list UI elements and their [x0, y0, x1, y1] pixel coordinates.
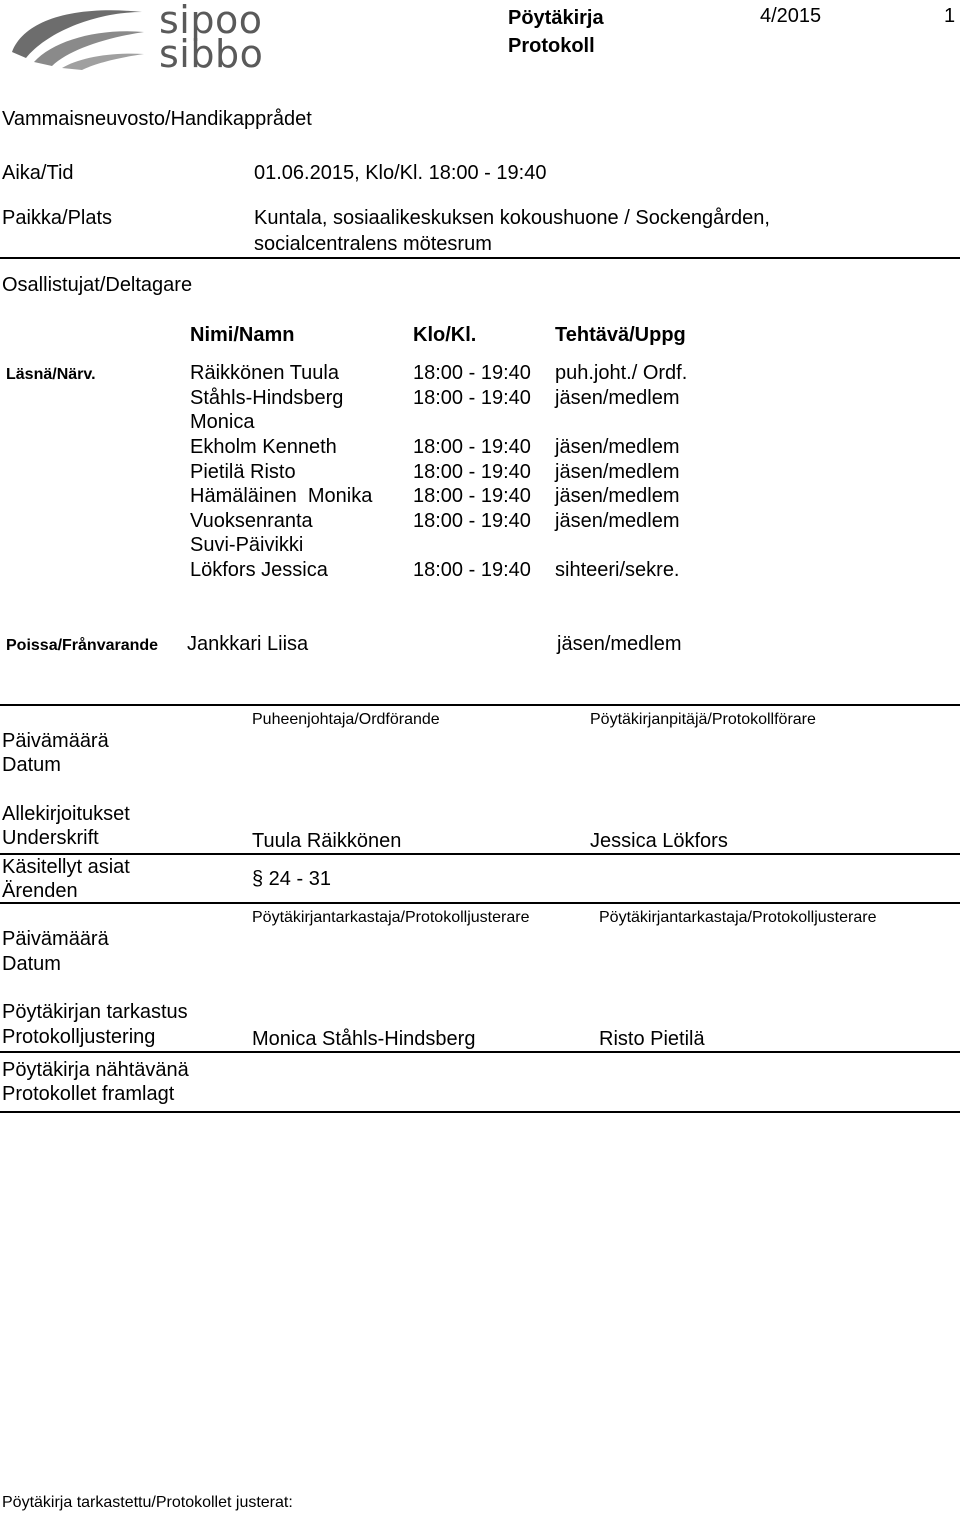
signatures-label-sv: Underskrift [2, 827, 99, 849]
place-line-2: socialcentralens mötesrum [254, 233, 492, 255]
participant-time: 18:00 - 19:40 [413, 362, 531, 384]
participant-time: 18:00 - 19:40 [413, 510, 531, 532]
col-name-header: Nimi/Namn [190, 324, 295, 346]
chair-label: Puheenjohtaja/Ordförande [252, 711, 440, 728]
check-label-fi: Pöytäkirjan tarkastus [2, 1001, 188, 1023]
divider [0, 853, 960, 855]
participant-name: Ekholm Kenneth [190, 436, 337, 458]
place-label: Paikka/Plats [2, 207, 113, 229]
participant-name-cont: Suvi-Päivikki [190, 534, 304, 556]
participant-role: jäsen/medlem [555, 461, 680, 483]
checker2-label: Pöytäkirjantarkastaja/Protokolljusterare [599, 909, 877, 926]
col-role-header: Tehtävä/Uppg [555, 324, 686, 346]
sipoo-logo-icon [4, 0, 149, 72]
participant-time: 18:00 - 19:40 [413, 387, 531, 409]
check-label-sv: Protokolljustering [2, 1026, 156, 1048]
participant-role: jäsen/medlem [555, 436, 680, 458]
participant-role: puh.joht./ Ordf. [555, 362, 688, 384]
date-label-sv: Datum [2, 754, 61, 776]
doc-type-sv: Protokoll [508, 35, 595, 57]
participant-name: Ståhls-Hindsberg [190, 387, 344, 409]
participants-label: Osallistujat/Deltagare [2, 274, 193, 296]
participant-name-cont: Monica [190, 411, 255, 433]
participant-time: 18:00 - 19:40 [413, 436, 531, 458]
divider [0, 704, 960, 706]
participant-name: Räikkönen Tuula [190, 362, 339, 384]
absent-name: Jankkari Liisa [187, 633, 309, 655]
items-value: § 24 - 31 [252, 868, 331, 890]
participant-time: 18:00 - 19:40 [413, 485, 531, 507]
participant-role: sihteeri/sekre. [555, 559, 680, 581]
signatures-label-fi: Allekirjoitukset [2, 803, 130, 825]
divider [0, 1051, 960, 1053]
col-time-header: Klo/Kl. [413, 324, 477, 346]
doc-type-fi: Pöytäkirja [508, 7, 604, 29]
logo [4, 0, 264, 76]
participant-time: 18:00 - 19:40 [413, 461, 531, 483]
organ-title: Vammaisneuvosto/Handikapprådet [2, 108, 312, 130]
logo-line-sipoo: sipoo [159, 0, 263, 42]
checker1-name: Monica Ståhls-Hindsberg [252, 1028, 476, 1050]
secretary-name: Jessica Lökfors [590, 830, 728, 852]
chair-name: Tuula Räikkönen [252, 830, 402, 852]
absent-label: Poissa/Frånvarande [6, 637, 159, 654]
date2-label-sv: Datum [2, 953, 61, 975]
participant-role: jäsen/medlem [555, 510, 680, 532]
participant-role: jäsen/medlem [555, 387, 680, 409]
logo-line-sibbo: sibbo [159, 32, 264, 76]
public-label-fi: Pöytäkirja nähtävänä [2, 1059, 189, 1081]
time-label: Aika/Tid [2, 162, 74, 184]
footer-note: Pöytäkirja tarkastettu/Protokollet justerat: [2, 1494, 293, 1511]
time-value: 01.06.2015, Klo/Kl. 18:00 - 19:40 [254, 162, 547, 184]
participant-role: jäsen/medlem [555, 485, 680, 507]
secretary-label: Pöytäkirjanpitäjä/Protokollförare [590, 711, 816, 728]
participant-name: Pietilä Risto [190, 461, 296, 483]
page-number: 1 [944, 5, 956, 27]
participant-name: Vuoksenranta [190, 510, 313, 532]
place-line-1: Kuntala, sosiaalikeskuksen kokoushuone / Sockengården, [254, 207, 770, 229]
date2-label-fi: Päivämäärä [2, 928, 109, 950]
divider [0, 1111, 960, 1113]
participant-time: 18:00 - 19:40 [413, 559, 531, 581]
present-label: Läsnä/Närv. [6, 366, 96, 383]
participant-name: Hämäläinen Monika [190, 485, 373, 507]
doc-number: 4/2015 [760, 5, 822, 27]
divider [0, 902, 960, 904]
items-label-sv: Ärenden [2, 880, 78, 902]
items-label-fi: Käsitellyt asiat [2, 856, 130, 878]
date-label-fi: Päivämäärä [2, 730, 109, 752]
absent-role: jäsen/medlem [557, 633, 682, 655]
checker1-label: Pöytäkirjantarkastaja/Protokolljusterare [252, 909, 530, 926]
participant-name: Lökfors Jessica [190, 559, 328, 581]
checker2-name: Risto Pietilä [599, 1028, 705, 1050]
public-label-sv: Protokollet framlagt [2, 1083, 175, 1105]
divider [0, 257, 960, 259]
